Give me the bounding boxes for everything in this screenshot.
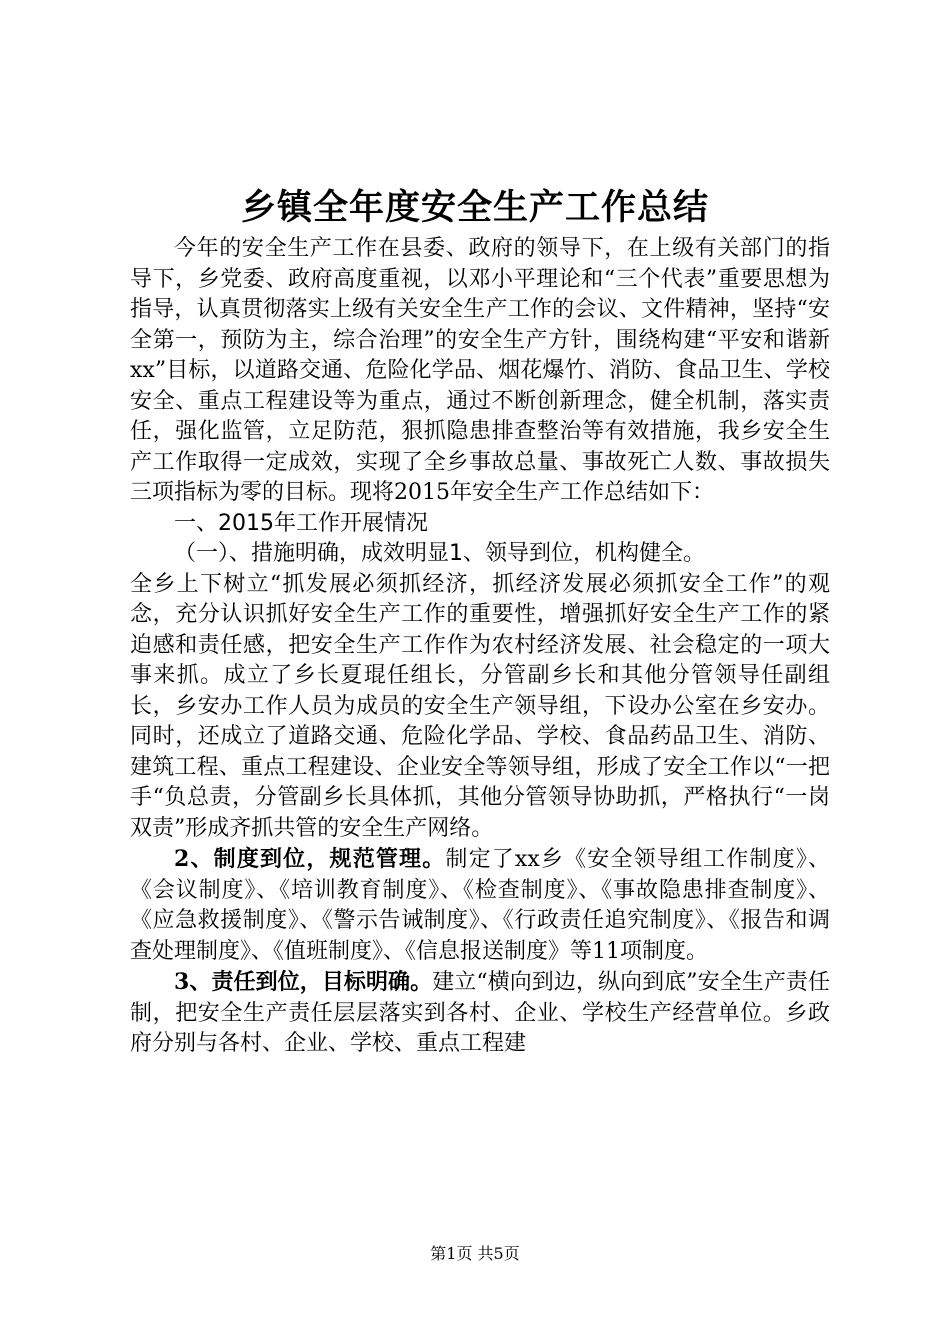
section-heading: 一、2015年工作开展情况 xyxy=(174,510,428,536)
document-title: 乡镇全年度安全生产工作总结 xyxy=(240,188,709,228)
subsection-heading: （一）、措施明确，成效明显1、领导到位，机构健全。 xyxy=(174,541,705,566)
item-3-paragraph xyxy=(130,967,830,1060)
item-2-lead: 2、制度到位，规范管理。 xyxy=(174,846,446,872)
subsection-paragraph: 全乡上下树立“抓发展必须抓经济，抓经济发展必须抓安全工作”的观念，充分认识抓好安全生产工作的重要性，增强抓好安全生产工作的紧迫感和责任感，把安全生产工作作为农村经济发展、社会稳定的一项大事来抓。成立了乡长夏琨任组长，分管副乡长和其他分管领导任副组长，乡安办工作人员为成员的安全生产领导组，下设办公室在乡安办。同时，还成立了道路交通、危险化学品、学校、食品药品卫生、消防、建筑工程、重点工程建设、企业安全等领导组，形成了安全工作以“一把手“负总责，分管副乡长具体抓，其他分管领导协助抓，严格执行“一岗双责”形成齐抓共管的安全生产网络。 xyxy=(130,571,830,841)
item-3-lead: 3、责任到位，目标明确。 xyxy=(174,969,433,995)
item-3-text: 建立“横向到边，纵向到底”安全生产责任制，把安全生产责任层层落实到各村、企业、学校生产经营单位。乡政府分别与各村、企业、学校、重点工程建 xyxy=(130,970,830,1056)
document-body xyxy=(130,234,830,1060)
page-footer: 第1页 共5页 xyxy=(430,1244,520,1263)
intro-paragraph: 今年的安全生产工作在县委、政府的领导下，在上级有关部门的指导下，乡党委、政府高度重视，以邓小平理论和“三个代表”重要思想为指导，认真贯彻落实上级有关安全生产工作的会议、文件精神，坚持“安全第一，预防为主，综合治理”的安全生产方针，围绕构建“平安和谐新xx”目标，以道路交通、危险化学品、烟花爆竹、消防、食品卫生、学校安全、重点工程建设等为重点，通过不断创新理念，健全机制，落实责任，强化监管，立足防范，狠抓隐患排查整治等有效措施，我乡安全生产工作取得一定成效，实现了全乡事故总量、事故死亡人数、事故损失三项指标为零的目标。现将2015年安全生产工作总结如下： xyxy=(130,236,830,505)
item-2-text: 制定了xx乡《安全领导组工作制度》、《会议制度》、《培训教育制度》、《检查制度》、《事故隐患排查制度》、《应急救援制度》、《警示告诫制度》、《行政责任追究制度》、《报告和调查处理制度》、《值班制度》、《信息报送制度》等11项制度。 xyxy=(130,847,830,964)
item-2-paragraph xyxy=(130,844,830,967)
